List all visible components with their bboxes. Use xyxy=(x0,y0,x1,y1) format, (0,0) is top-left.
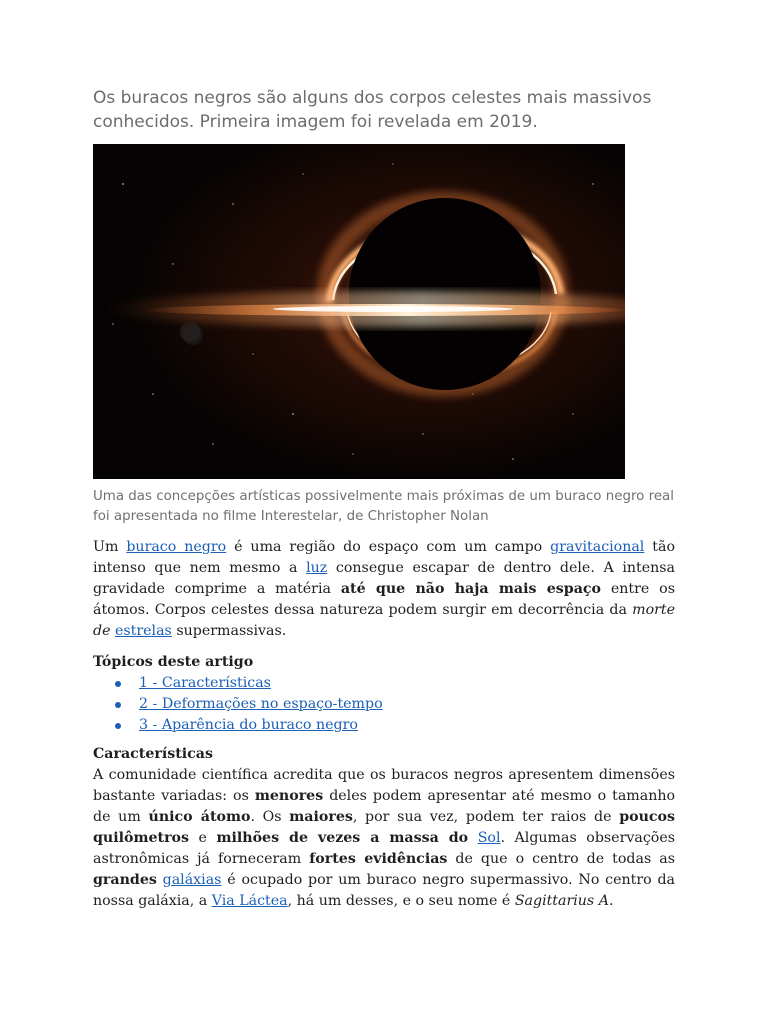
toc-title: Tópicos deste artigo xyxy=(93,654,254,670)
article-lead: Os buracos negros são alguns dos corpos celestes mais massivos conhecidos. Primeira imagem foi revelada em 2019. xyxy=(93,88,652,132)
text: e xyxy=(189,830,217,846)
intro-paragraph xyxy=(93,537,675,642)
image-caption: Uma das concepções artísticas possivelmente mais próximas de um buraco negro real foi apresentada no filme Interestelar, de Christopher Nolan xyxy=(93,489,674,524)
text: A comunidade científica acredita que os buracos negros apresentem dimensões bastante variadas: os xyxy=(93,767,675,804)
bullet-icon xyxy=(115,702,121,708)
text: consegue escapar de dentro dele. A intensa gravidade comprime a matéria xyxy=(93,560,676,597)
text: , há um desses, e o seu nome é xyxy=(287,893,515,909)
link-galaxias[interactable]: galáxias xyxy=(162,872,222,888)
link-via-lactea[interactable]: Via Láctea xyxy=(211,893,288,909)
bullet-icon xyxy=(115,681,121,687)
link-luz[interactable]: luz xyxy=(306,560,328,576)
toc-item-aparencia xyxy=(115,715,675,736)
bold-text: até que não haja mais espaço xyxy=(340,581,601,597)
text: tão intenso que nem mesmo a xyxy=(93,539,675,576)
bullet-icon xyxy=(115,723,121,729)
toc-list xyxy=(93,673,675,736)
toc-item-deformacoes xyxy=(115,694,675,715)
article xyxy=(93,86,675,912)
link-buraco-negro[interactable]: buraco negro xyxy=(126,539,227,555)
bold-text: fortes evidências xyxy=(309,851,448,867)
bold-text: milhões de vezes a massa do xyxy=(216,830,469,846)
link-estrelas[interactable]: estrelas xyxy=(115,623,172,639)
toc-item-caracteristicas xyxy=(115,673,675,694)
text: . Os xyxy=(250,809,290,825)
text: de que o centro de todas as xyxy=(447,851,675,867)
bold-text: poucos quilômetros xyxy=(93,809,676,846)
black-hole-illustration xyxy=(93,144,625,479)
bold-text: único átomo xyxy=(148,809,251,825)
text: entre os átomos. Corpos celestes dessa natureza podem surgir em decorrência da xyxy=(93,581,675,618)
text: . xyxy=(608,893,614,909)
section-title: Características xyxy=(93,746,213,762)
text: . Algumas observações astronômicas já forneceram xyxy=(93,830,676,867)
text: deles podem apresentar até mesmo o tamanho de um xyxy=(93,788,676,825)
bold-text: menores xyxy=(254,788,324,804)
toc-link-deformacoes[interactable]: 2 - Deformações no espaço-tempo xyxy=(139,696,383,712)
text: é uma região do espaço com um campo xyxy=(226,539,551,555)
section-paragraph xyxy=(93,765,675,912)
text: Um xyxy=(93,539,127,555)
text: , por sua vez, podem ter raios de xyxy=(352,809,620,825)
bold-text: grandes xyxy=(93,872,157,888)
toc-link-aparencia[interactable]: 3 - Aparência do buraco negro xyxy=(139,717,358,733)
bold-text: maiores xyxy=(289,809,353,825)
link-gravitacional[interactable]: gravitacional xyxy=(550,539,645,555)
text xyxy=(468,830,478,846)
black-hole-image xyxy=(93,144,625,479)
link-sol[interactable]: Sol xyxy=(477,830,501,846)
text: supermassivas. xyxy=(171,623,287,639)
italic-text: morte de xyxy=(93,602,675,639)
italic-text: Sagittarius A xyxy=(514,893,609,909)
text: é ocupado por um buraco negro supermassivo. No centro da nossa galáxia, a xyxy=(93,872,675,909)
toc-link-caracteristicas[interactable]: 1 - Características xyxy=(139,675,271,691)
